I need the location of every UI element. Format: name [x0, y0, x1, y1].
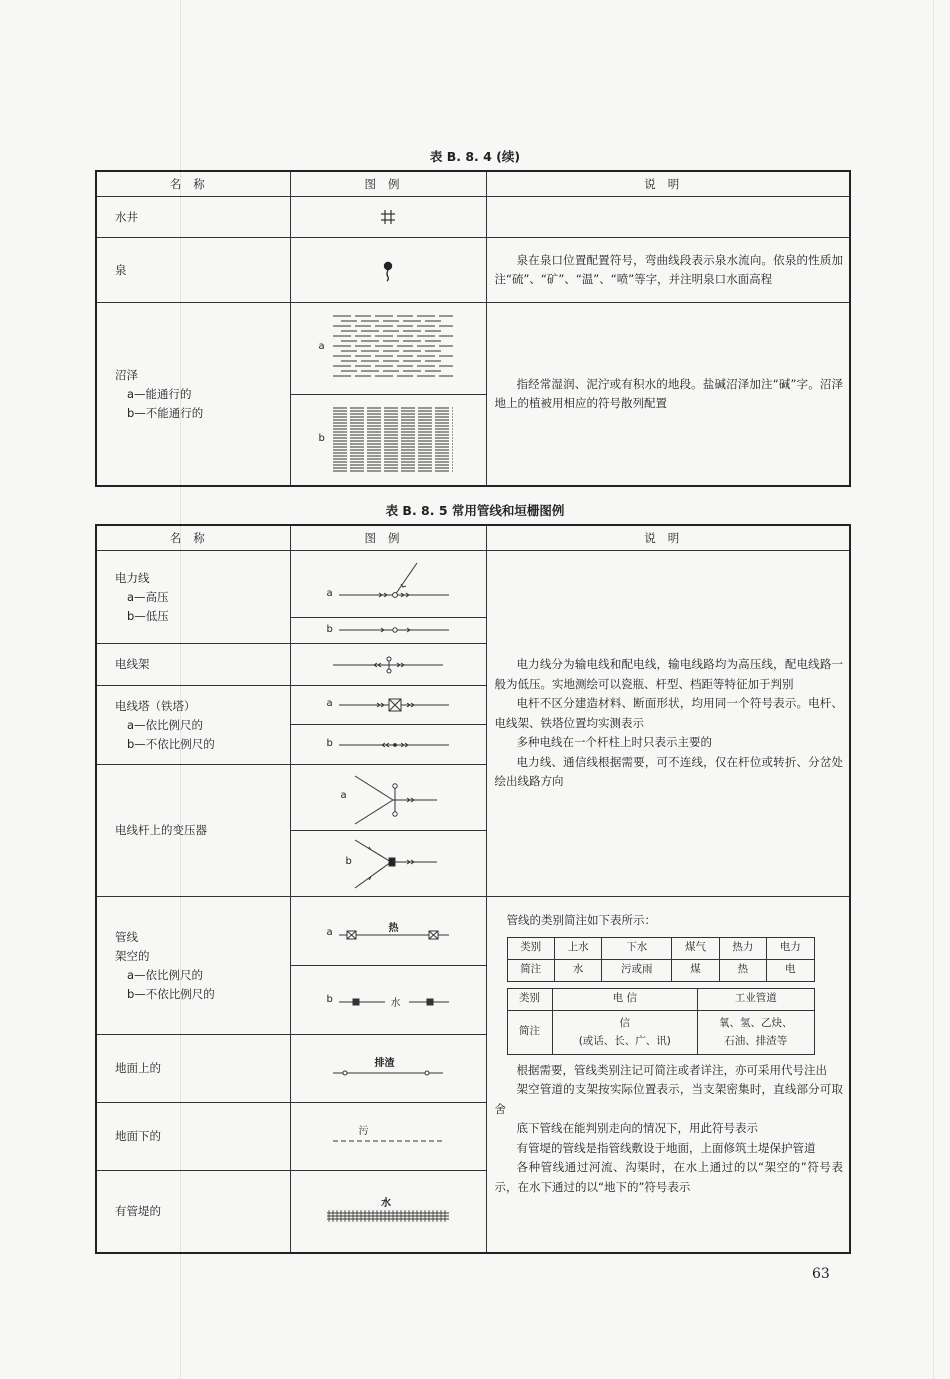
power-rack-name: 电线架 [96, 644, 290, 686]
pipe-code-table-2: 类别 电 信 工业管道 简注 信 (或话、长、广、讯) 氧、氢、乙炔、 石油、排渣等 [507, 988, 815, 1055]
pipe-ground-symbol: 排渣 [290, 1035, 486, 1103]
pipe-name: 管线 架空的 a—依比例尺的 b—不依比例尺的 [96, 897, 290, 1035]
power-line-symbols: a b [290, 551, 486, 644]
swamp-a-label: a [318, 341, 325, 352]
page-edge-line [933, 0, 934, 1379]
power-tower-name: 电线塔（铁塔） a—依比例尺的 b—不依比例尺的 [96, 686, 290, 765]
row-swamp-name [96, 303, 290, 487]
table2-caption: 表 B. 8. 5 常用管线和垣栅图例 [385, 503, 565, 518]
swamp-a-symbol [333, 313, 453, 383]
pipe-symbols: a 热 b 水 [290, 897, 486, 1035]
spring-symbol [290, 238, 486, 303]
transformer-symbols: a b [290, 765, 486, 897]
table2 [95, 524, 851, 1254]
power-tower-symbols: a b [290, 686, 486, 765]
table1-header-legend: 图例 [290, 171, 486, 197]
row-swamp-desc: 指经常湿润、泥泞或有积水的地段。盐碱沼泽加注“碱”字。沼泽地上的植被用相应的符号散列配置 [486, 303, 850, 487]
table1-caption: 表 B. 8. 4 (续) [429, 149, 521, 164]
swamp-sub-b: b—不能通行的 [127, 405, 204, 420]
pipe-underground-name: 地面下的 [96, 1103, 290, 1171]
swamp-symbols [290, 303, 486, 487]
row-spring-desc: 泉在泉口位置配置符号，弯曲线段表示泉水流向。依泉的性质加注“硫”、“矿”、“温”、“喷”等字，并注明泉口水面高程 [486, 238, 850, 303]
swamp-title: 沼泽 [115, 367, 138, 382]
table1-header-name: 名称 [96, 171, 290, 197]
power-desc: 电力线分为输电线和配电线，输电线路均为高压线，配电线路一般为低压。实地测绘可以瓷瓶、杆型、档距等特征加于判别 电杆不区分建造材料、断面形状，均用同一个符号表示。电杆、电线架、铁塔位置均实测表示 多种电线在一个杆柱上时只表示主要的 电力线、通信线根据需要，可不连线，仅在杆位或转折、分岔处绘出线路方向 [486, 551, 850, 897]
table1-header-desc: 说明 [486, 171, 850, 197]
pipe-ground-name: 地面上的 [96, 1035, 290, 1103]
table2-header-name: 名称 [96, 525, 290, 551]
row-spring-name: 泉 [96, 238, 290, 303]
swamp-a-cell [291, 303, 486, 395]
table1 [95, 170, 851, 487]
swamp-sub-a: a—能通行的 [127, 386, 192, 401]
table2-header-desc: 说明 [486, 525, 850, 551]
swamp-b-cell [291, 395, 486, 485]
power-rack-symbol [290, 644, 486, 686]
page-number: 63 [812, 1266, 830, 1282]
pipe-embank-name: 有管堤的 [96, 1171, 290, 1253]
swamp-b-symbol [333, 405, 453, 475]
row-well-desc [486, 197, 850, 238]
transformer-name: 电线杆上的变压器 [96, 765, 290, 897]
swamp-b-label: b [318, 433, 325, 444]
row-well-name: 水井 [96, 197, 290, 238]
well-symbol [290, 197, 486, 238]
table2-header-legend: 图例 [290, 525, 486, 551]
pipe-embank-symbol: 水 [290, 1171, 486, 1253]
power-line-name: 电力线 a—高压 b—低压 [96, 551, 290, 644]
pipe-desc: 管线的类别简注如下表所示： 类别 上水 下水 煤气 热力 电力 简注 水 污或雨 煤 热 电 类别 电 信 工业管道 简注 信 (或话、长、广、讯) 氧、氢、乙炔、 石油、排渣等 根据需要，管线类别注记可简注或者详注，亦可采用代号注出 架空管道的支架按实际位置表示，当支架密集时，直线部分可取舍 底下管线在能判别走向的情况下，用此符号表示 有管堤的管线是指管线敷设于地面，上面修筑土堤保护管道 各种管线通过河流、沟渠时，在水上通过的以“架空的”符号表示，在水下通过的以“地下的”符号表示 [486, 897, 850, 1253]
pipe-underground-symbol: 污 [290, 1103, 486, 1171]
pipe-code-table-1: 类别 上水 下水 煤气 热力 电力 简注 水 污或雨 煤 热 电 [507, 937, 815, 982]
